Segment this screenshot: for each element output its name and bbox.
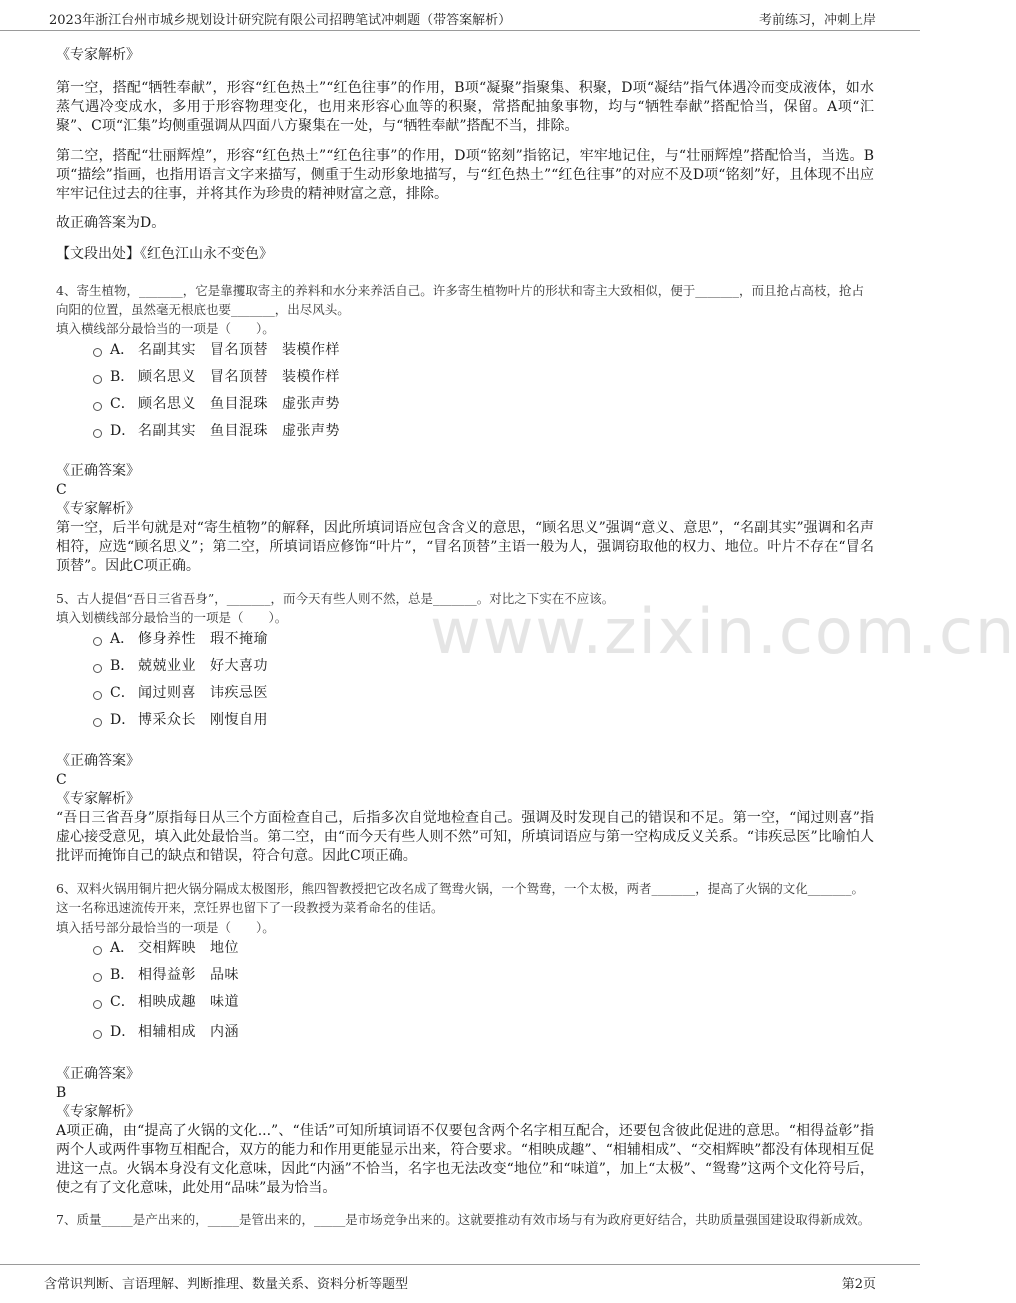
question-6-analysis-label: 《专家解析》 <box>56 1104 140 1120</box>
watermark: www.zixin.com.cn <box>430 595 1016 668</box>
question-4-answer-label: 《正确答案》 <box>56 463 140 479</box>
question-6-prompt: 填入括号部分最恰当的一项是（ ）。 <box>56 920 275 935</box>
analysis-label: 《专家解析》 <box>56 47 140 63</box>
question-4-analysis: 第一空，后半句就是对“寄生植物”的解释，因此所填词语应包含含义的意思，“顾名思义”强调“意义、意思”，“名副其实”强调和名声相符，应选“顾名思义”；第二空，所填词语应修饰“叶片”，“冒名顶替”主语一般为人，强调窃取他的权力、地位。叶片不存在“冒名顶替”。因此C项正确。 <box>56 520 874 574</box>
question-5-option-c[interactable]: C． 闻过则喜 讳疾忌医 <box>93 682 282 704</box>
document-title: 2023年浙江台州市城乡规划设计研究院有限公司招聘笔试冲刺题（带答案解析） <box>49 13 512 28</box>
page-header <box>0 0 920 31</box>
analysis-paragraph-1: 第一空，搭配“牺牲奉献”，形容“红色热土”“红色往事”的作用，B项“凝聚”指聚集、积聚，D项“凝结”指气体遇冷而变成液体，如水蒸气遇冷变成水，多用于形容物理变化，也用来形容心血等的积聚，常搭配抽象事物，均与“牺牲奉献”搭配恰当，保留。A项“汇聚”、C项“汇集”均侧重强调从四面八方聚集在一处，与“牺牲奉献”搭配不当，排除。 <box>56 80 874 134</box>
radio-icon[interactable] <box>93 375 102 384</box>
question-6-option-c[interactable]: C． 相映成趣 味道 <box>93 991 253 1013</box>
question-5-stem: 5、古人提倡“吾日三省吾身”，_______，而今天有些人则不然，总是_______。对比之下实在不应该。 <box>56 591 615 606</box>
analysis-paragraph-2: 第二空，搭配“壮丽辉煌”，形容“红色热土”“红色往事”的作用，D项“铭刻”指铭记，牢牢地记住，与“壮丽辉煌”搭配恰当，当选。B项“描绘”指画，也指用语言文字来描写，侧重于生动形象地描写，与“红色热土”“红色往事”的对应不及D项“铭刻”好，且体现不出应牢牢记住过去的往事，并将其作为珍贵的精神财富之意，排除。 <box>56 148 874 202</box>
radio-icon[interactable] <box>93 664 102 673</box>
question-6-option-a[interactable]: A． 交相辉映 地位 <box>93 937 253 959</box>
question-6-answer-label: 《正确答案》 <box>56 1066 140 1082</box>
question-5-option-b[interactable]: B． 兢兢业业 好大喜功 <box>93 655 282 677</box>
question-4-option-c[interactable]: C． 顾名思义 鱼目混珠 虚张声势 <box>93 393 354 415</box>
question-5-prompt: 填入划横线部分最恰当的一项是（ ）。 <box>56 610 288 625</box>
source-citation: 【文段出处】《红色江山永不变色》 <box>56 246 273 262</box>
radio-icon[interactable] <box>93 348 102 357</box>
question-4-option-b[interactable]: B． 顾名思义 冒名顶替 装模作样 <box>93 366 354 388</box>
question-5-analysis: “吾日三省吾身”原指每日从三个方面检查自己，后指多次自觉地检查自己。强调及时发现自己的错误和不足。第一空，“闻过则喜”指虚心接受意见，填入此处最恰当。第二空，由“而今天有些人则不然”可知，所填词语应与第一空构成反义关系。“讳疾忌医”比喻怕人批评而掩饰自己的缺点和错误，符合句意。因此C项正确。 <box>56 810 874 864</box>
question-5-option-a[interactable]: A． 修身养性 瑕不掩瑜 <box>93 628 282 650</box>
header-slogan: 考前练习，冲刺上岸 <box>758 13 876 28</box>
radio-icon[interactable] <box>93 691 102 700</box>
question-4-stem: 4、寄生植物，_______，它是靠攫取寄主的养料和水分来养活自己。许多寄生植物叶片的形状和寄主大致相似，便于_______，而且抢占高枝，抢占向阳的位置，虽然毫无根底也要_______，出尽风头。 <box>56 283 864 317</box>
question-6-option-b[interactable]: B． 相得益彰 品味 <box>93 964 253 986</box>
question-6-analysis: A项正确，由“提高了火锅的文化...”、“佳话”可知所填词语不仅要包含两个名字相互配合，还要包含彼此促进的意思。“相得益彰”指两个人或两件事物互相配合，双方的能力和作用更能显示出来，符合要求。“相映成趣”、“相辅相成”、“交相辉映”都没有体现相互促进这一点。火锅本身没有文化意味，因此“内涵”不恰当，名字也无法改变“地位”和“味道”，加上“太极”、“鸳鸯”这两个文化符号后，使之有了文化意味，此处用“品味”最为恰当。 <box>56 1123 874 1196</box>
question-4-analysis-label: 《专家解析》 <box>56 501 140 517</box>
page-footer <box>0 1264 920 1303</box>
question-5-analysis-label: 《专家解析》 <box>56 791 140 807</box>
radio-icon[interactable] <box>93 402 102 411</box>
footer-categories: 含常识判断、言语理解、判断推理、数量关系、资料分析等题型 <box>44 1277 409 1292</box>
radio-icon[interactable] <box>93 973 102 982</box>
question-6-option-d[interactable]: D． 相辅相成 内涵 <box>93 1021 253 1043</box>
question-7-stem: 7、质量_____是产出来的，_____是管出来的，_____是市场竞争出来的。这就要推动有效市场与有为政府更好结合，共助质量强国建设取得新成效。 <box>56 1212 871 1227</box>
question-4-prompt: 填入横线部分最恰当的一项是（ ）。 <box>56 321 275 336</box>
radio-icon[interactable] <box>93 946 102 955</box>
question-6-stem: 6、双料火锅用铜片把火锅分隔成太极图形，熊四智教授把它改名成了鸳鸯火锅，一个鸳鸯，一个太极，两者_______，提高了火锅的文化_______。这一名称迅速流传开来，烹饪界也留下了一段教授为菜肴命名的佳话。 <box>56 881 864 915</box>
radio-icon[interactable] <box>93 637 102 646</box>
question-5-answer-label: 《正确答案》 <box>56 753 140 769</box>
question-5-option-d[interactable]: D． 博采众长 刚愎自用 <box>93 709 282 731</box>
question-4-option-a[interactable]: A． 名副其实 冒名顶替 装模作样 <box>93 339 354 361</box>
radio-icon[interactable] <box>93 1000 102 1009</box>
radio-icon[interactable] <box>93 1030 102 1039</box>
question-6-answer: B <box>56 1085 67 1101</box>
question-4-option-d[interactable]: D． 名副其实 鱼目混珠 虚张声势 <box>93 420 354 442</box>
answer-summary: 故正确答案为D。 <box>56 215 166 231</box>
question-4-answer: C <box>56 482 67 498</box>
page-number: 第2页 <box>841 1277 876 1292</box>
radio-icon[interactable] <box>93 429 102 438</box>
question-5-answer: C <box>56 772 67 788</box>
radio-icon[interactable] <box>93 718 102 727</box>
